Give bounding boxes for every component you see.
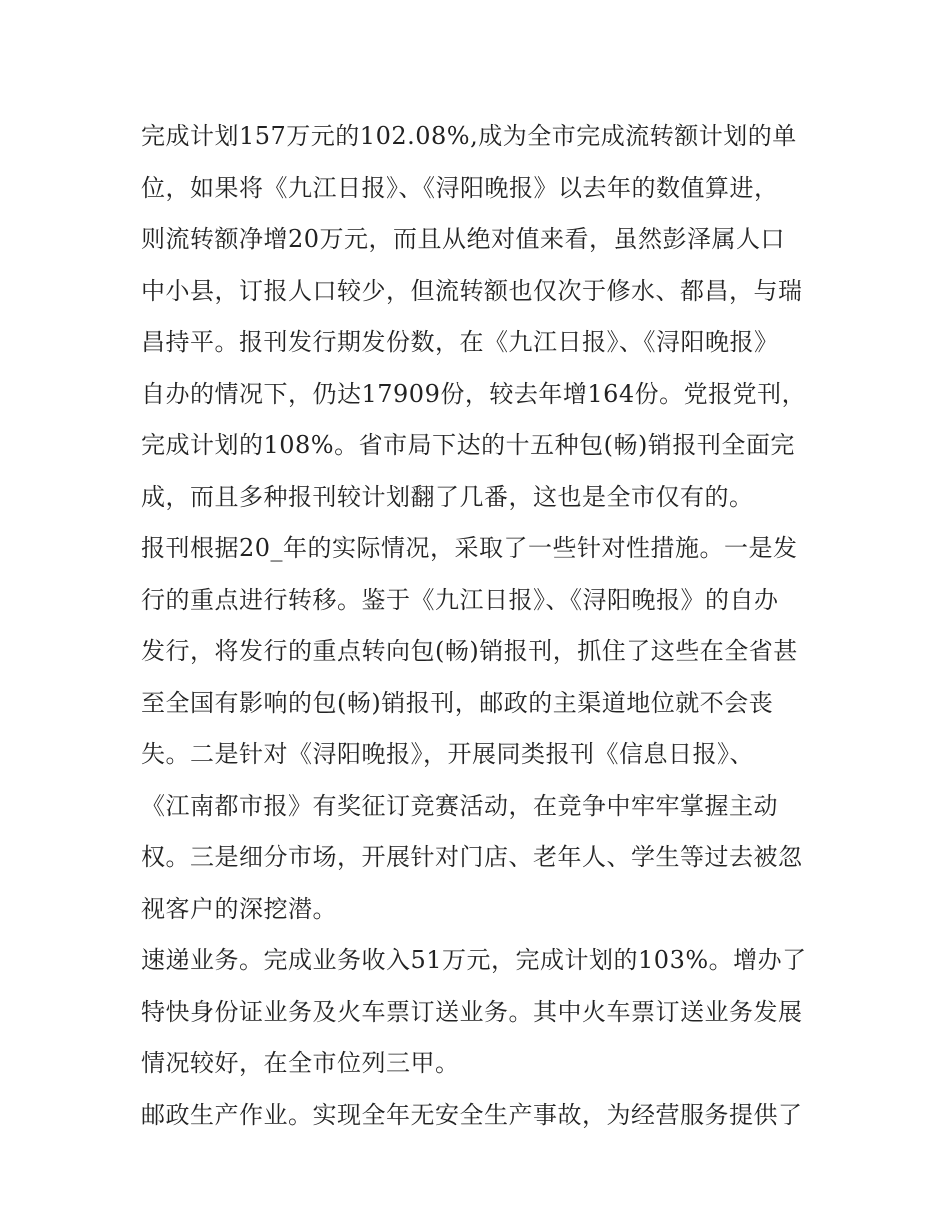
text-line: 至全国有影响的包(畅)销报刊，邮政的主渠道地位就不会丧 bbox=[141, 688, 774, 717]
text-line: 权。三是细分市场，开展针对门店、老年人、学生等过去被忽 bbox=[141, 843, 803, 871]
text-line: 《江南都市报》有奖征订竞赛活动，在竞争中牢牢掌握主动 bbox=[141, 791, 778, 820]
text-line: 自办的情况下，仍达17909份，较去年增164份。党报党刊， bbox=[141, 379, 807, 408]
document-body bbox=[141, 111, 821, 1141]
text-line: 行的重点进行转移。鉴于《九江日报》、《浔阳晚报》的自办 bbox=[141, 585, 779, 614]
text-line: 失。二是针对《浔阳晚报》，开展同类报刊《信息日报》、 bbox=[141, 740, 754, 768]
text-line: 报刊根据20_年的实际情况，采取了一些针对性措施。一是发 bbox=[141, 534, 798, 562]
text-line: 速递业务。完成业务收入51万元，完成计划的103%。增办了 bbox=[141, 946, 807, 974]
text-line: 成，而且多种报刊较计划翻了几番，这也是全市仅有的。 bbox=[141, 482, 754, 511]
text-line: 情况较好，在全市位列三甲。 bbox=[141, 1049, 460, 1077]
text-line: 位，如果将《九江日报》、《浔阳晚报》以去年的数值算进， bbox=[141, 173, 779, 202]
text-line: 昌持平。报刊发行期发份数，在《九江日报》、《浔阳晚报》 bbox=[141, 328, 779, 356]
text-line: 中小县，订报人口较少，但流转额也仅次于修水、都昌，与瑞 bbox=[141, 276, 803, 305]
text-line: 视客户的深挖潜。 bbox=[141, 894, 337, 923]
text-line: 发行，将发行的重点转向包(畅)销报刊，抓住了这些在全省甚 bbox=[141, 637, 798, 665]
text-line: 完成计划的108%。省市局下达的十五种包(畅)销报刊全面完 bbox=[141, 431, 795, 459]
text-line: 特快身份证业务及火车票订送业务。其中火车票订送业务发展 bbox=[141, 997, 803, 1026]
text-line: 完成计划157万元的102.08%,成为全市完成流转额计划的单 bbox=[141, 122, 797, 150]
text-line: 邮政生产作业。实现全年无安全生产事故，为经营服务提供了 bbox=[141, 1100, 803, 1129]
text-line: 则流转额净增20万元，而且从绝对值来看，虽然彭泽属人口 bbox=[141, 225, 786, 253]
